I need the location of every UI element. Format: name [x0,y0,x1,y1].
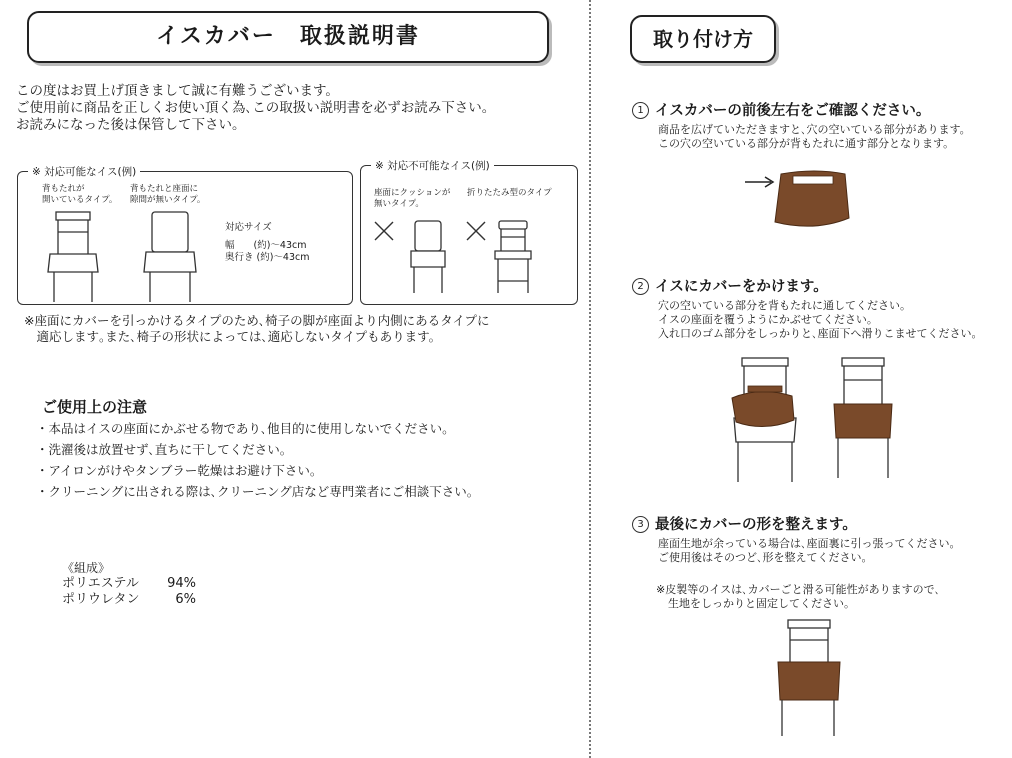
size-title: 対応サイズ [225,222,272,233]
size-info [225,222,310,264]
step-line: ご使用後はそのつど､形を整えてください。 [658,551,873,564]
page-title: イスカバー 取扱説明書 [27,11,549,63]
size-depth: 奥行き (約)～43cm [225,252,310,263]
step-heading [632,513,961,534]
folding-chair-icon [493,221,537,301]
chair-cover-illustration [745,170,855,232]
caution-item: ・アイロンがけやタンブラー乾燥はお避け下さい。 [36,463,323,478]
size-width: 幅 (約)～43cm [225,240,307,251]
caution-list [36,418,479,502]
cushionless-chair-icon [409,221,449,301]
intro-text [16,83,495,134]
intro-line: ご使用前に商品を正しくお使い頂く為､この取扱い説明書を必ずお読み下さい。 [16,100,496,116]
note-line: ※座面にカバーを引っかけるタイプのため､椅子の脚が座面より内側にあるタイプに [24,313,490,328]
step-line: 商品を広げていただきますと､穴の空いている部分があります。 [658,123,971,136]
step-heading [632,99,971,120]
step-line: 穴の空いている部分を背もたれに通してください。 [658,299,911,312]
material-name: ポリエステル [62,576,139,591]
step-line: 座面生地が余っている場合は､座面裏に引っ張ってください。 [658,537,961,550]
caution-item: ・クリーニングに出される際は､クリーニング店など専門業者にご相談下さい。 [36,484,480,499]
type-label [42,184,117,206]
step-line: 入れ口のゴム部分をしっかりと､座面下へ滑りこませてください。 [658,327,983,340]
step-heading-text: イスにカバーをかけます。 [655,279,828,295]
step-heading [632,275,983,296]
composition-row [62,576,196,592]
type-label [130,184,205,206]
type-label-line: 背もたれと座面に [130,184,199,194]
note-line: 適応します｡また､椅子の形状によっては､適応しないタイプもあります。 [24,329,442,344]
open-back-chair-icon [46,212,106,307]
chair-cover-finished-illustration [776,618,846,743]
install-step-3 [632,513,961,611]
step-number: 1 [632,102,649,119]
type-label-line: 無いタイプ。 [374,199,424,209]
install-step-1 [632,99,971,151]
step-note-line: ※皮製等のイスは､カバーごと滑る可能性がありますので､ [656,583,941,596]
intro-line: お読みになった後は保管して下さい。 [16,117,246,133]
step-text [658,123,971,151]
chair-cover-fitted-illustration [830,356,895,486]
incompatible-box-title: ※ 対応不可能なイス(例) [371,158,494,173]
material-percent: 94% [167,576,196,591]
material-percent: 6% [175,592,196,607]
composition [62,560,196,608]
step-note-line: 生地をしっかりと固定してください。 [668,597,855,610]
step-line: イスの座面を覆うようにかぶせてください。 [658,313,878,326]
closed-back-chair-icon [144,212,204,307]
install-step-2 [632,275,983,341]
composition-heading: 《組成》 [62,561,111,575]
step-number: 2 [632,278,649,295]
type-label-line: 背もたれが [42,184,85,194]
cross-icon [375,222,395,242]
compatible-box-title: ※ 対応可能なイス(例) [28,164,140,179]
step-heading-text: イスカバーの前後左右をご確認ください。 [655,103,931,119]
step-note [656,583,961,611]
type-label [374,188,450,210]
chair-cover-fitting-illustration [730,356,800,486]
step-heading-text: 最後にカバーの形を整えます。 [655,517,857,533]
caution-heading: ご使用上の注意 [42,398,148,416]
type-label-line: 隙間が無いタイプ。 [130,195,206,205]
type-label-line: 開いているタイプ。 [42,195,118,205]
step-text [658,537,961,565]
composition-row [62,592,196,608]
intro-line: この度はお買上げ頂きまして誠に有難うございます。 [16,83,339,99]
install-title: 取り付け方 [630,15,776,63]
step-number: 3 [632,516,649,533]
caution-item: ・本品はイスの座面にかぶせる物であり､他目的に使用しないでください。 [36,421,455,436]
material-name: ポリウレタン [62,592,140,607]
compatibility-note [24,313,489,345]
incompatible-chairs-box [360,160,578,305]
type-label: 折りたたみ型のタイプ [467,188,552,198]
compatible-chairs-box [17,166,353,305]
page-divider [589,0,591,758]
step-text [658,299,983,341]
type-label-line: 座面にクッションが [374,188,451,198]
caution-item: ・洗濯後は放置せず､直ちに干してください。 [36,442,293,457]
cross-icon [467,222,487,242]
step-line: この穴の空いている部分が背もたれに通す部分となります。 [658,137,955,150]
